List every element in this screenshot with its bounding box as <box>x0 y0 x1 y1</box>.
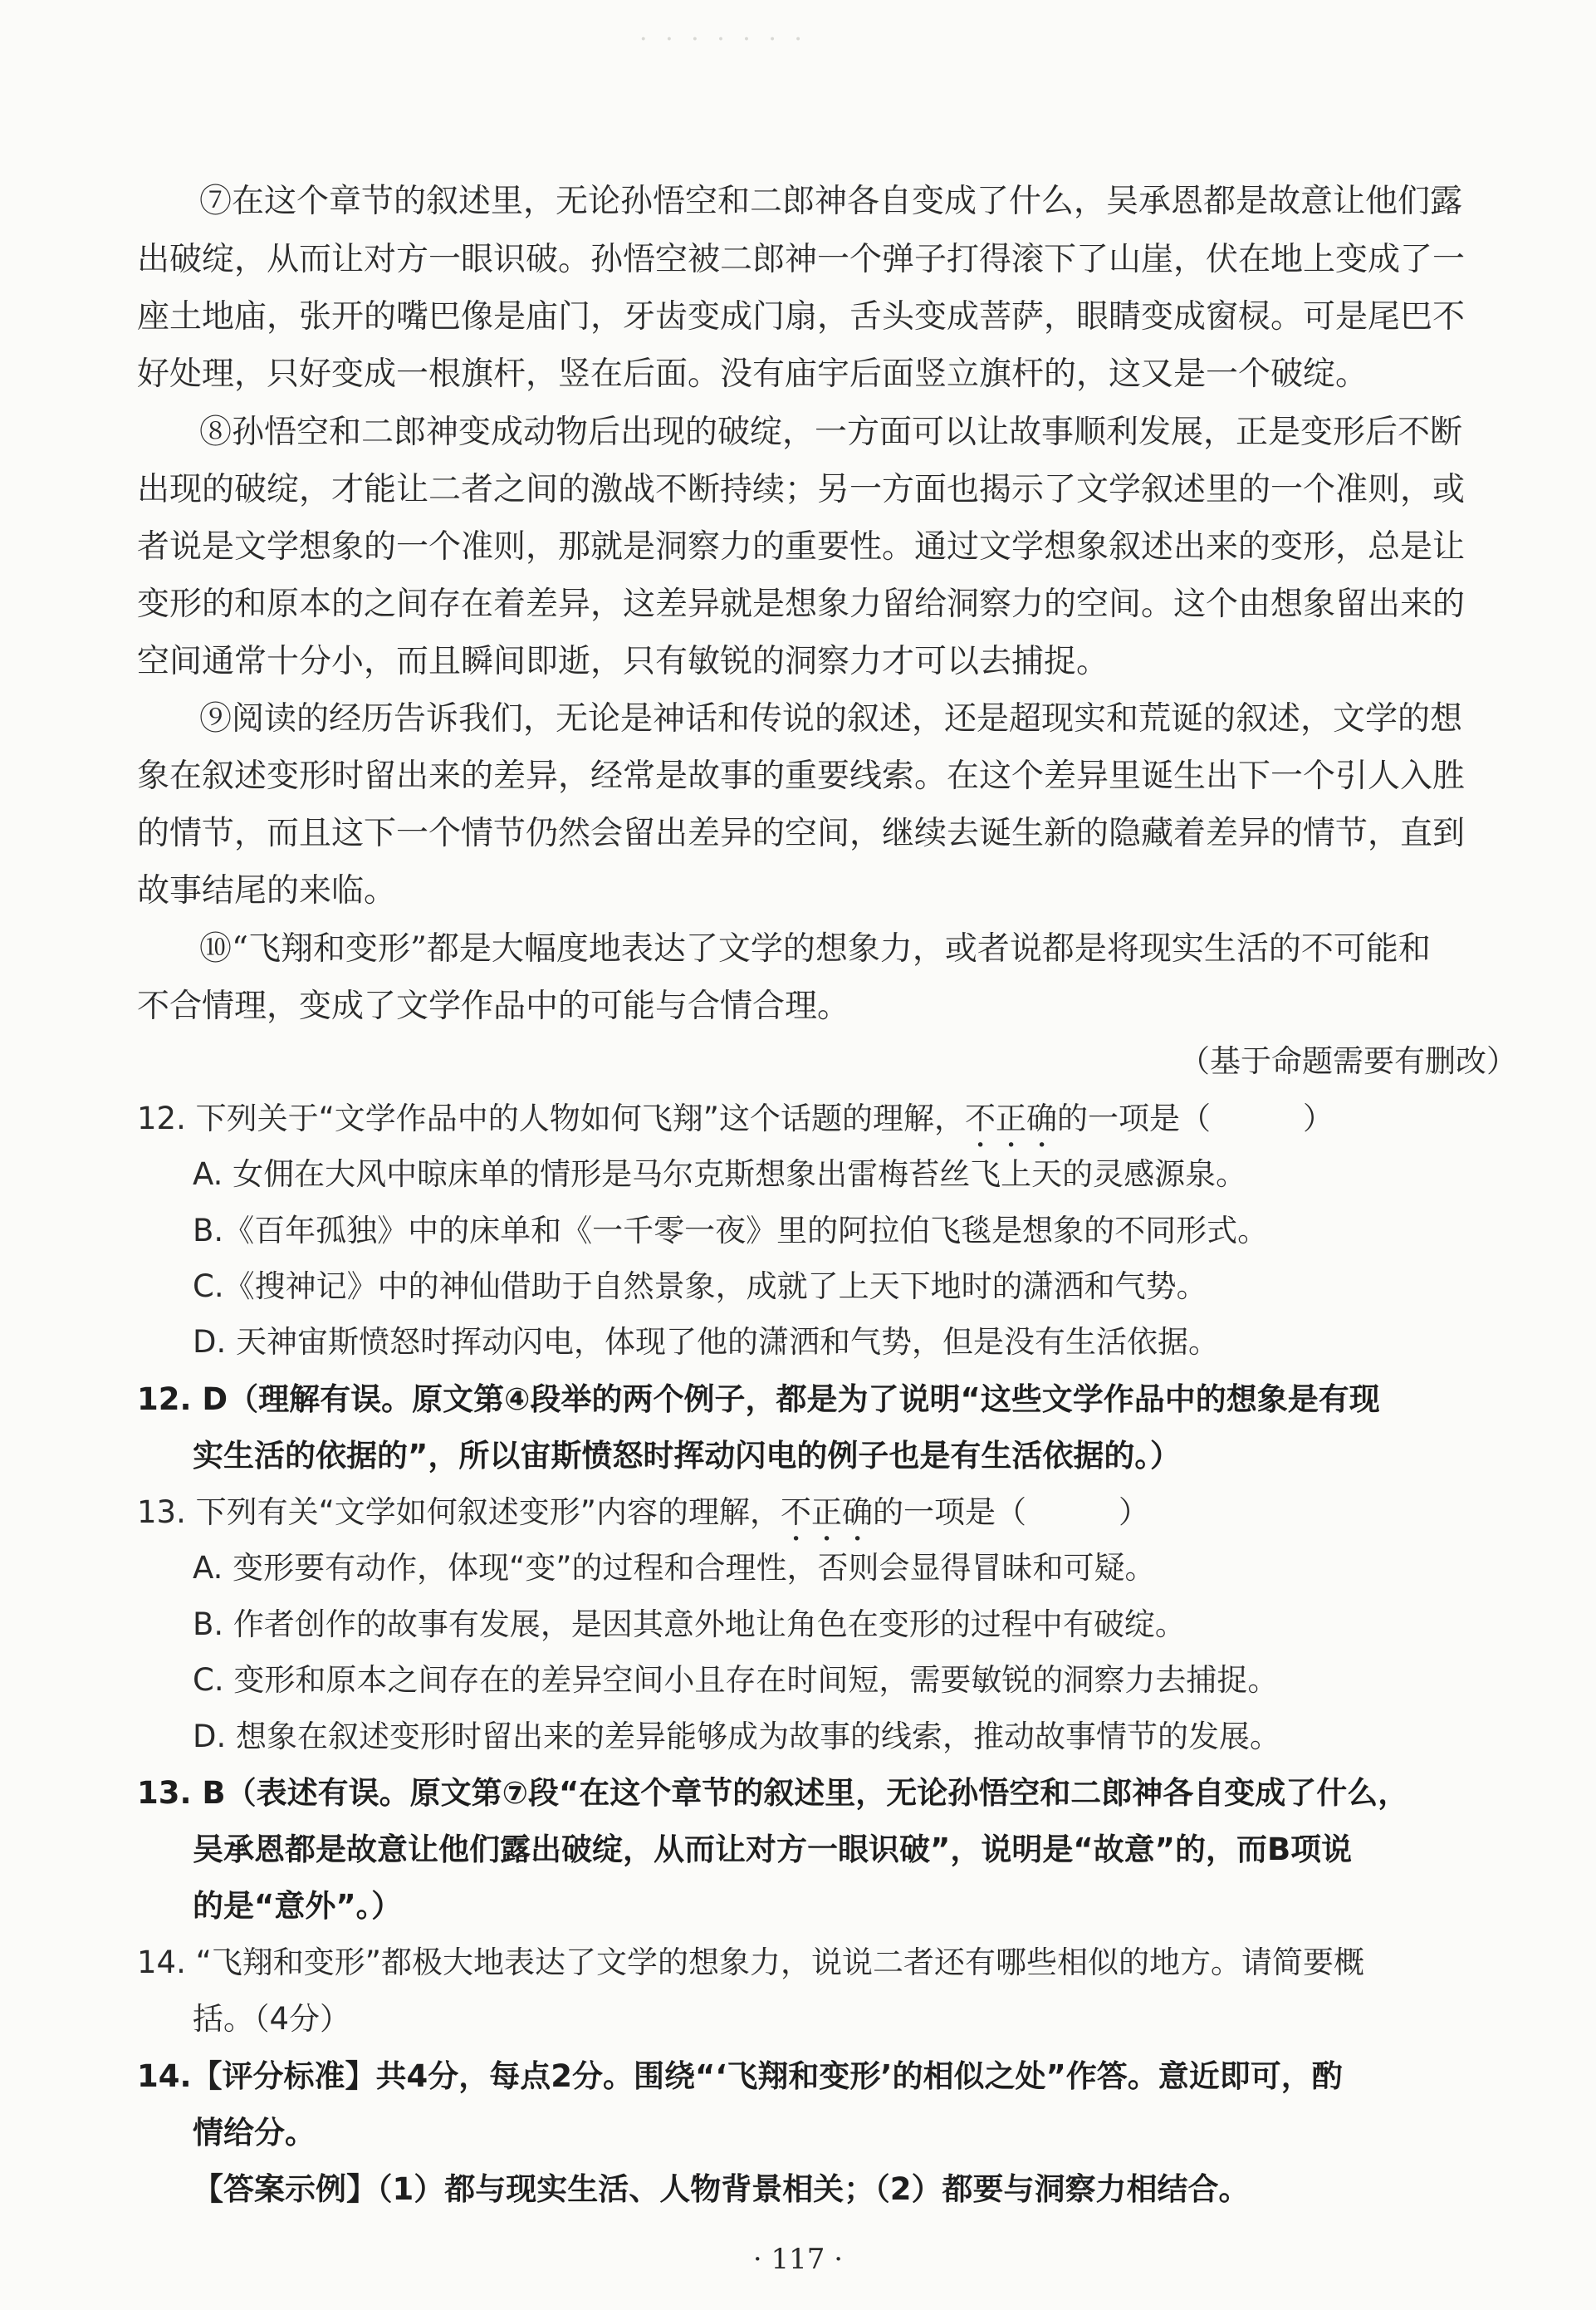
question-12-stem <box>137 1098 1334 1155</box>
question-13-answer-line-1: 13. B（表述有误。原文第⑦段“在这个章节的叙述里，无论孙悟空和二郎神各自变成了什么， <box>137 1775 1409 1811</box>
question-13-stem-before: 13. 下列有关“文学如何叙述变形”内容的理解， <box>137 1494 781 1530</box>
paragraph-9-line-1: ⑨阅读的经历告诉我们，无论是神话和传说的叙述，还是超现实和荒诞的叙述，文学的想 <box>199 700 1463 738</box>
paragraph-10-line-1: ⑩“飞翔和变形”都是大幅度地表达了文学的想象力，或者说都是将现实生活的不可能和 <box>199 930 1431 968</box>
question-13-stem-after: 的一项是（ ） <box>872 1494 1149 1530</box>
question-14-answer-line-2: 情给分。 <box>193 2115 316 2151</box>
question-13-option-b: B. 作者创作的故事有发展，是因其意外地让角色在变形的过程中有破绽。 <box>193 1606 1186 1642</box>
question-13-answer-line-2: 吴承恩都是故意让他们露出破绽，从而让对方一眼识破”，说明是“故意”的，而B项说 <box>193 1832 1353 1867</box>
faint-header-text: · · · · · · · <box>639 25 807 54</box>
paragraph-7-line-4: 好处理，只好变成一根旗杆，竖在后面。没有庙宇后面竖立旗杆的，这又是一个破绽。 <box>137 356 1368 393</box>
question-12-option-c: C.《搜神记》中的神仙借助于自然景象，成就了上天下地时的潇洒和气势。 <box>193 1268 1207 1304</box>
question-12-answer-line-2: 实生活的依据的”，所以宙斯愤怒时挥动闪电的例子也是有生活依据的。） <box>193 1438 1181 1474</box>
question-13-option-c: C. 变形和原本之间存在的差异空间小且存在时间短，需要敏锐的洞察力去捕捉。 <box>193 1662 1279 1698</box>
question-13-option-d: D. 想象在叙述变形时留出来的差异能够成为故事的线索，推动故事情节的发展。 <box>193 1719 1281 1754</box>
paragraph-8-line-1: ⑧孙悟空和二郎神变成动物后出现的破绽，一方面可以让故事顺利发展，正是变形后不断 <box>199 414 1463 451</box>
question-12-stem-after: 的一项是（ ） <box>1056 1101 1334 1136</box>
source-note: （基于命题需要有删改） <box>1179 1043 1517 1079</box>
question-12-option-a: A. 女佣在大风中晾床单的情形是马尔克斯想象出雷梅苔丝飞上天的灵感源泉。 <box>193 1156 1247 1192</box>
paragraph-9-line-4: 故事结尾的来临。 <box>137 872 397 910</box>
question-14-answer-example: 【答案示例】（1）都与现实生活、人物背景相关；（2）都要与洞察力相结合。 <box>193 2171 1250 2207</box>
question-13-option-a: A. 变形要有动作，体现“变”的过程和合理性，否则会显得冒昧和可疑。 <box>193 1550 1156 1586</box>
paragraph-7-line-3: 座土地庙，张开的嘴巴像是庙门，牙齿变成门扇，舌头变成菩萨，眼睛变成窗棂。可是尾巴不 <box>137 298 1466 336</box>
paragraph-8-line-4: 变形的和原本的之间存在着差异，这差异就是想象力留给洞察力的空间。这个由想象留出来的 <box>137 586 1466 623</box>
page-number: · 117 · <box>752 2243 844 2276</box>
question-12-emphasis: 不正确 <box>964 1101 1057 1136</box>
question-12-option-d: D. 天神宙斯愤怒时挥动闪电，体现了他的潇洒和气势，但是没有生活依据。 <box>193 1324 1220 1360</box>
question-12-option-b: B.《百年孤独》中的床单和《一千零一夜》里的阿拉伯飞毯是想象的不同形式。 <box>193 1213 1269 1248</box>
question-13-answer-line-3: 的是“意外”。） <box>193 1888 403 1924</box>
question-12-stem-before: 12. 下列关于“文学作品中的人物如何飞翔”这个话题的理解， <box>137 1101 965 1136</box>
paragraph-8-line-5: 空间通常十分小，而且瞬间即逝，只有敏锐的洞察力才可以去捕捉。 <box>137 643 1109 680</box>
paragraph-9-line-3: 的情节，而且这下一个情节仍然会留出差异的空间，继续去诞生新的隐藏着差异的情节，直到 <box>137 815 1466 852</box>
paragraph-10-line-2: 不合情理，变成了文学作品中的可能与合情合理。 <box>137 988 850 1025</box>
paragraph-8-line-3: 者说是文学想象的一个准则，那就是洞察力的重要性。通过文学想象叙述出来的变形，总是让 <box>137 528 1466 566</box>
paragraph-7-line-1: ⑦在这个章节的叙述里，无论孙悟空和二郎神各自变成了什么，吴承恩都是故意让他们露 <box>199 183 1463 220</box>
question-12-answer-line-1: 12. D（理解有误。原文第④段举的两个例子，都是为了说明“这些文学作品中的想象是有现 <box>137 1381 1380 1417</box>
paragraph-8-line-2: 出现的破绽，才能让二者之间的激战不断持续；另一方面也揭示了文学叙述里的一个准则，或 <box>137 471 1466 508</box>
paragraph-9-line-2: 象在叙述变形时留出来的差异，经常是故事的重要线索。在这个差异里诞生出下一个引人入胜 <box>137 758 1466 795</box>
question-13-emphasis: 不正确 <box>780 1494 873 1530</box>
question-14-answer-line-1: 14.【评分标准】共4分，每点2分。围绕“‘飞翔和变形’的相似之处”作答。意近即可，酌 <box>137 2058 1343 2094</box>
question-14-stem-line-2: 括。（4分） <box>193 2001 351 2037</box>
paragraph-7-line-2: 出破绽，从而让对方一眼识破。孙悟空被二郎神一个弹子打得滚下了山崖，伏在地上变成了一 <box>137 241 1466 278</box>
question-14-stem-line-1: 14. “飞翔和变形”都极大地表达了文学的想象力，说说二者还有哪些相似的地方。请简要概 <box>137 1945 1364 1980</box>
question-13-stem <box>137 1492 1149 1548</box>
